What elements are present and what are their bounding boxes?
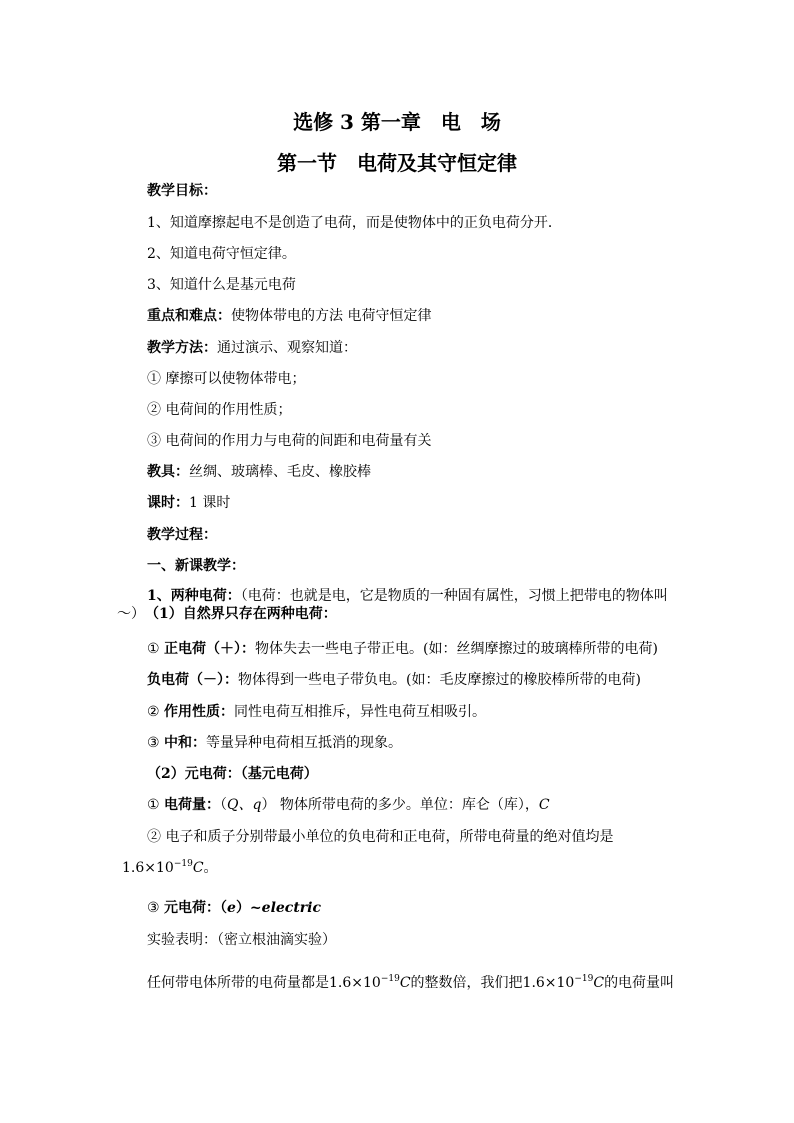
- final-exponent: −19: [380, 974, 400, 984]
- quantity-symbol: Q、q: [227, 797, 262, 813]
- positive-text: 物体失去一些电子带正电。(如：丝绸摩擦过的玻璃棒所带的电荷): [255, 641, 658, 657]
- key-points: [147, 307, 431, 325]
- goal-item: 3、知道什么是基元电荷: [147, 277, 296, 293]
- final-unit: C: [399, 975, 411, 991]
- interaction-label: 作用性质：: [164, 704, 235, 720]
- final-text3: 的电荷量叫: [604, 975, 675, 991]
- neutralization: [147, 734, 402, 752]
- method-item: ② 电荷间的作用性质；: [147, 402, 292, 418]
- experiment-note: 实验表明：（密立根油滴实验）: [147, 932, 336, 948]
- two-charges-subhead: （1）自然界只存在两种电荷：: [152, 606, 337, 622]
- interaction: [147, 703, 486, 721]
- positive-charge: [147, 640, 658, 658]
- tools-label: 教具：: [147, 464, 189, 480]
- hours-label: 课时：: [147, 495, 189, 511]
- tools: [147, 463, 371, 481]
- elementary-label-tail: ）~: [235, 900, 262, 916]
- charge-value: 1.6×10: [122, 860, 174, 876]
- charge-unit: C: [192, 860, 204, 876]
- negative-text: 物体得到一些电子带负电。(如：毛皮摩擦过的橡胶棒所带的电荷): [238, 672, 641, 688]
- final-value2: 1.6×10: [522, 975, 575, 991]
- quantity-label: 电荷量：: [164, 797, 221, 813]
- section-title: 第一节 电荷及其守恒定律: [277, 151, 517, 175]
- interaction-num: ②: [147, 704, 165, 720]
- positive-label: 正电荷（＋）：: [164, 641, 256, 657]
- neutralization-num: ③: [147, 735, 165, 751]
- method-item: ① 摩擦可以使物体带电；: [147, 371, 306, 387]
- elementary-word: electric: [261, 900, 322, 916]
- method-text: 通过演示、观察知道：: [217, 340, 357, 356]
- positive-num: ①: [147, 641, 165, 657]
- elementary-symbol: e: [227, 900, 236, 916]
- key-label: 重点和难点：: [147, 308, 231, 324]
- teaching-method: [147, 339, 357, 357]
- charge-quantity: [147, 796, 550, 814]
- final-value: 1.6×10: [329, 975, 381, 991]
- neutralization-label: 中和：: [164, 735, 207, 751]
- hours-text: 1 课时: [189, 495, 231, 511]
- charge-end: 。: [203, 860, 218, 876]
- final-unit2: C: [593, 975, 605, 991]
- elementary-charge: [147, 899, 321, 917]
- elementary-charge-heading: （2）元电荷：（基元电荷）: [147, 766, 318, 782]
- key-text: 使物体带电的方法 电荷守恒定律: [231, 308, 432, 324]
- final-line: [147, 974, 674, 992]
- two-charges-paragraph: [117, 587, 677, 623]
- tools-text: 丝绸、玻璃棒、毛皮、橡胶棒: [189, 464, 371, 480]
- elementary-num: ③: [147, 900, 165, 916]
- two-charges-text: （电荷：也就是电，它是物质的一种固有属性，习惯上把带电的物体叫～）: [117, 588, 668, 622]
- goals-heading: 教学目标：: [147, 183, 217, 199]
- hours: [147, 494, 230, 512]
- negative-charge: [147, 671, 641, 689]
- quantity-unit: C: [538, 797, 550, 813]
- neutralization-text: 等量异种电荷相互抵消的现象。: [206, 735, 403, 751]
- quantity-text2: ） 物体所带电荷的多少。单位：库仑（库），: [261, 797, 539, 813]
- quantity-text1: （: [220, 797, 228, 813]
- final-exponent2: −19: [574, 974, 594, 984]
- negative-label: 负电荷（－）：: [147, 672, 238, 688]
- final-text2: 的整数倍，我们把: [410, 975, 523, 991]
- method-label: 教学方法：: [147, 340, 217, 356]
- method-item: ③ 电荷间的作用力与电荷的间距和电荷量有关: [147, 433, 432, 449]
- goal-item: 1、知道摩擦起电不是创造了电荷，而是使物体中的正负电荷分开．: [147, 215, 562, 231]
- new-lesson-heading: 一、新课教学：: [147, 558, 245, 574]
- goal-item: 2、知道电荷守恒定律。: [147, 246, 296, 262]
- chapter-title: 选修 3 第一章 电 场: [293, 110, 501, 134]
- final-text1: 任何带电体所带的电荷量都是: [147, 975, 329, 991]
- quantity-num: ①: [147, 797, 165, 813]
- electron-proton-line: ② 电子和质子分别带最小单位的负电荷和正电荷，所带电荷量的绝对值均是: [147, 829, 614, 845]
- elementary-label: 元电荷：（: [164, 900, 228, 916]
- charge-exponent: −19: [173, 859, 193, 869]
- two-charges-label: 1、两种电荷：: [147, 588, 241, 604]
- electron-charge-value: [122, 859, 218, 877]
- interaction-text: 同性电荷互相推斥，异性电荷互相吸引。: [234, 704, 487, 720]
- process-heading: 教学过程：: [147, 527, 217, 543]
